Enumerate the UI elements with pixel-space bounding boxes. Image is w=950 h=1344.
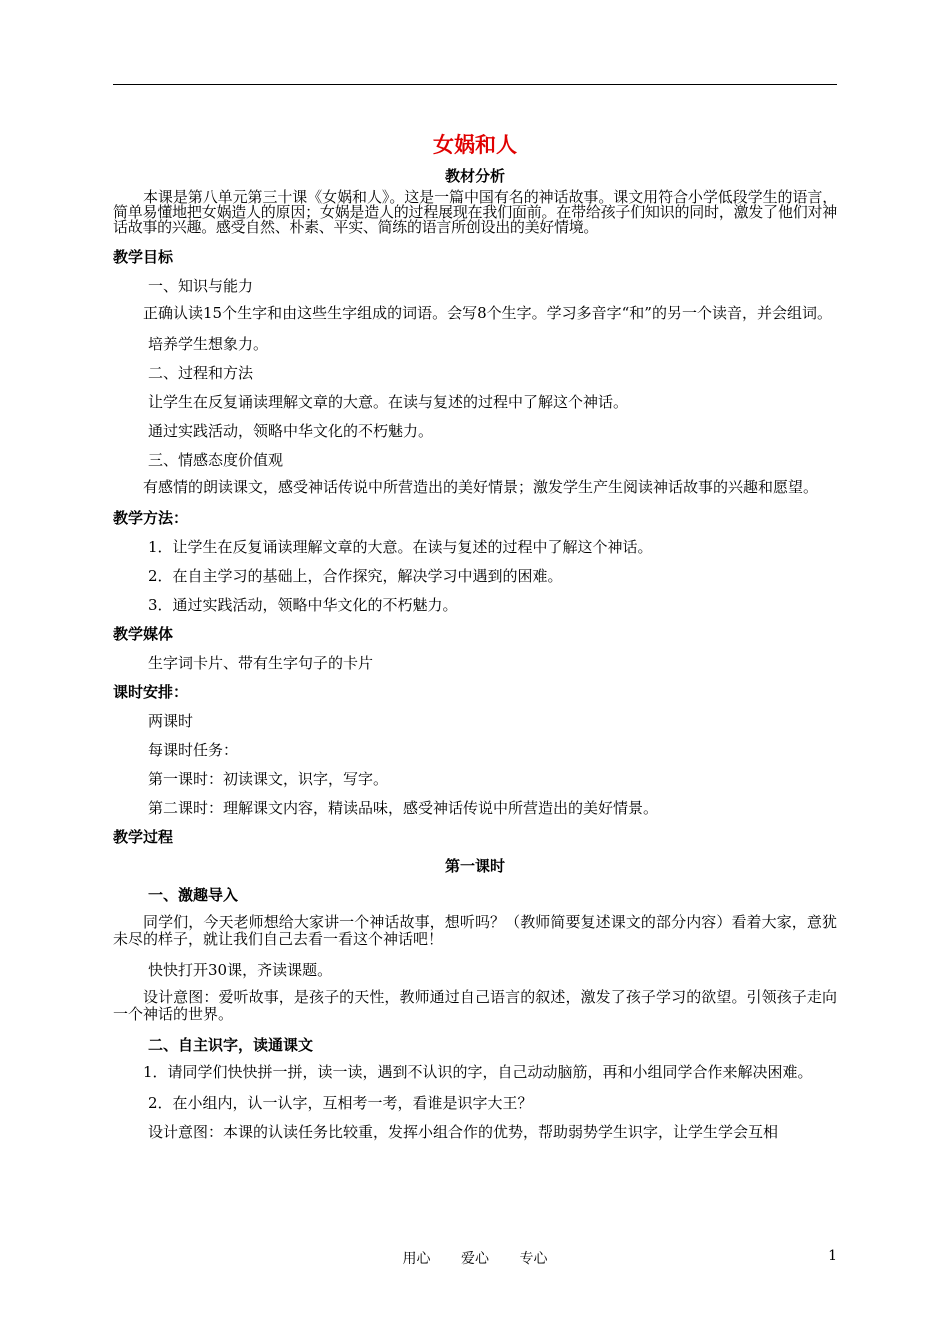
step1-paragraph-1: 同学们，今天老师想给大家讲一个神话故事，想听吗？（教师简要复述课文的部分内容）看着大家，意犹未尽的样子，就让我们自己去看一看这个神话吧！ [113, 913, 837, 948]
media-text: 生字词卡片、带有生字句子的卡片 [148, 654, 374, 672]
lesson1-heading: 第一课时 [444, 857, 505, 875]
schedule-item: 两课时 [148, 712, 194, 730]
footer-motto: 用心 爱心 专心 [402, 1251, 548, 1267]
schedule-item: 第一课时：初读课文，识字，写字。 [148, 770, 389, 788]
schedule-heading: 课时安排： [113, 683, 189, 701]
step2-paragraph-3: 设计意图：本课的认读任务比较重，发挥小组合作的优势，帮助弱势学生识字，让学生学会互相 [148, 1123, 779, 1141]
goal2-paragraph-2: 通过实践活动，领略中华文化的不朽魅力。 [148, 422, 434, 440]
document-title: 女娲和人 [433, 132, 517, 157]
method-item: 1．让学生在反复诵读理解文章的大意。在读与复述的过程中了解这个神话。 [148, 538, 653, 556]
goal1-heading: 一、知识与能力 [148, 277, 254, 295]
document-body [113, 130, 837, 1151]
method-item: 3．通过实践活动，领略中华文化的不朽魅力。 [148, 596, 458, 614]
goal2-heading: 二、过程和方法 [148, 364, 254, 382]
goal3-paragraph-1: 有感情的朗读课文，感受神话传说中所营造出的美好情景；激发学生产生阅读神话故事的兴趣和愿望。 [143, 478, 819, 496]
goals-heading: 教学目标 [113, 248, 174, 266]
goal1-paragraph-1: 正确认读15个生字和由这些生字组成的词语。会写8个生字。学习多音字“和”的另一个读音，并会组词。 [143, 304, 832, 322]
method-item: 2．在自主学习的基础上，合作探究，解决学习中遇到的困难。 [148, 567, 563, 585]
page-number: 1 [828, 1248, 837, 1264]
step2-paragraph-1: 1．请同学们快快拼一拼，读一读，遇到不认识的字，自己动动脑筋，再和小组同学合作来解决困难。 [143, 1063, 813, 1081]
page-footer [113, 1248, 837, 1268]
goal2-paragraph-1: 让学生在反复诵读理解文章的大意。在读与复述的过程中了解这个神话。 [148, 393, 629, 411]
schedule-item: 每课时任务： [148, 741, 239, 759]
step2-paragraph-2: 2．在小组内，认一认字，互相考一考，看谁是识字大王？ [148, 1094, 533, 1112]
process-heading: 教学过程 [113, 828, 174, 846]
goal3-heading: 三、情感态度价值观 [148, 451, 284, 469]
step1-heading: 一、激趣导入 [148, 886, 239, 904]
media-heading: 教学媒体 [113, 625, 174, 643]
goal1-paragraph-2: 培养学生想象力。 [148, 335, 269, 353]
analysis-heading: 教材分析 [444, 167, 505, 185]
header-rule [113, 84, 837, 85]
methods-heading: 教学方法： [113, 509, 189, 527]
schedule-item: 第二课时：理解课文内容，精读品味，感受神话传说中所营造出的美好情景。 [148, 799, 659, 817]
step1-paragraph-2: 快快打开30课，齐读课题。 [148, 961, 333, 979]
analysis-paragraph: 本课是第八单元第三十课《女娲和人》。这是一篇中国有名的神话故事。课文用符合小学低段学生的语言，简单易懂地把女娲造人的原因；女娲是造人的过程展现在我们面前。在带给孩子们知识的同时，激发了他们对神话故事的兴趣。感受自然、朴素、平实、简练的语言所创设出的美好情境。 [113, 188, 837, 236]
step1-paragraph-3: 设计意图：爱听故事，是孩子的天性，教师通过自己语言的叙述，激发了孩子学习的欲望。引领孩子走向一个神话的世界。 [113, 988, 837, 1023]
step2-heading: 二、自主识字，读通课文 [148, 1036, 314, 1054]
